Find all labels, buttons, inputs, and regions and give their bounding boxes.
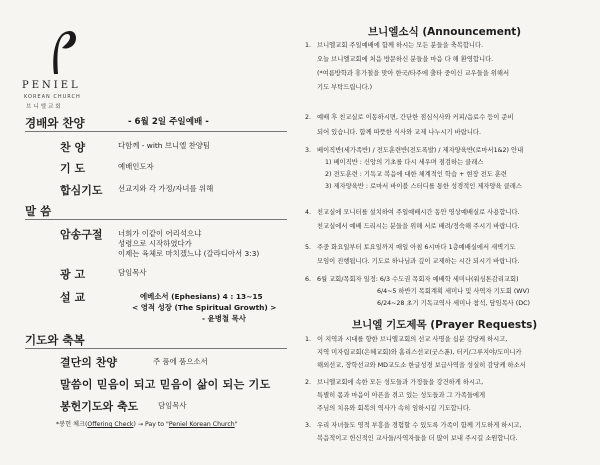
sermon-reference: 에베소서 (Ephesians) 4 : 13~15 — [140, 292, 263, 301]
prayer-requests-heading: 브니엘 기도제목 (Prayer Requests) — [352, 319, 538, 331]
memory-verse-label: 암송구절 — [60, 228, 103, 241]
logo-subtitle-ko: 브니엘교회 — [26, 104, 63, 110]
announcement-value: 담임목사 — [118, 268, 147, 277]
service-date: - 6월 2일 주일예배 - — [128, 117, 209, 127]
peniel-emblem-icon — [48, 28, 78, 76]
announcement-item: 6. 6월 교회/목회자 일정: 6/3 수도권 목회자 예배학 세미나(워싱톤감리교회) 6/4~5 하반기 목회계획 세미나 및 사역자 기도회 (WV) 6/24~28 초기 기독교역사 세미나 참석, 담임목사 (DC) — [305, 276, 530, 307]
benediction-label: 봉헌기도와 축도 — [60, 400, 139, 413]
closing-hymn-value: 주 품에 품으소서 — [153, 357, 208, 366]
sermon-preacher: - 윤병철 목사 — [202, 314, 246, 323]
offering-check-note: *봉헌 체크(Offering Check) → Pay to "Peniel Korean Church" — [56, 421, 238, 428]
sermon-title: < 영적 성장 (The Spiritual Growth) > — [132, 303, 277, 312]
logo-wordmark: PENIEL — [22, 80, 81, 91]
divider — [25, 219, 287, 220]
announcement-item: 1. 브니엘교회 주일예배에 함께 하시는 모든 분들을 축복합니다. 오늘 브니엘교회에 처음 방문하신 분들을 마음 다 해 환영합니다. (*여름방학과 휴가철을 맞아 한국/타주에 출타 중이신 교우들을 위해서 기도 부탁드립니다.) — [305, 42, 510, 91]
section-title-word: 말 씀 — [25, 204, 52, 218]
order-of-worship — [0, 0, 296, 465]
hymn-value: 다함께 - with 브니엘 찬양팀 — [118, 141, 210, 150]
memory-verse-line: 성령으로 시작하였다가 — [118, 239, 192, 248]
memory-verse-line: 너희가 이같이 어리석으냐 — [118, 229, 202, 238]
prayer-request-item: 3. 우리 자녀들도 영적 부흥을 경험할 수 있도록 가족이 함께 기도하게 하시고, 복음적이고 헌신적인 교사들/사역자들을 더 많이 보내 주시길 소원합니다. — [305, 422, 522, 442]
announcement-item: 2. 예배 후 친교실로 이동하시면, 간단한 점심식사와 커피/음료수 등이 준비 되어 있습니다. 함께 따뜻한 식사와 교제 나누시기 바랍니다. — [305, 114, 514, 136]
prayer-request-item: 2. 브니엘교회에 속한 모든 성도들과 가정들을 강건하게 하시고, 특별히 몸과 마음이 아픈을 겪고 있는 성도들과 그 가족들에게 주님의 치유와 회복의 역사가 속히 임하시길 기도합니다. — [305, 379, 486, 412]
divider — [25, 131, 287, 132]
hymn-label: 찬 양 — [60, 141, 86, 154]
closing-hymn-label: 결단의 찬양 — [60, 356, 117, 369]
offering-check-word: Offering Check — [87, 421, 134, 428]
announcement-item: 3. 베이직반(세가족반) / 전도훈련반(전도폭발) / 제자양육반(로마서1&2) 안내 1) 베이직반 : 신앙의 기초를 다시 세우며 점검하는 클래스 2) 전도훈련 : 기독교 복음에 대한 체계적인 학습 + 현장 전도 훈련 3) 제자양육반 : 로마서 바이블 스터디를 통한 성경적인 제자양육 클래스 — [305, 147, 524, 190]
united-prayer-value: 선교지와 각 가정/자녀를 위해 — [118, 184, 214, 193]
announcement-item: 5. 주중 화요일부터 토요일까지 매일 아침 6시마다 1층예배실에서 새벽기도 모임이 진행됩니다. 기도로 하나님과 깊이 교제하는 시간 되시기 바랍니다. — [305, 244, 520, 265]
church-logo — [20, 28, 110, 108]
prayer-value: 예배인도자 — [118, 162, 154, 171]
section-title-worship: 경배와 찬양 — [25, 116, 85, 130]
section-title-blessing: 기도와 축복 — [25, 333, 85, 347]
announcements-heading: 브니엘소식 (Announcement) — [368, 26, 522, 38]
prayer-request-item: 1. 이 지역과 시대를 향한 브니엘교회의 선교 사명을 십분 감당케 하시고, 지역 미자립교회(은혜교회)와 홈리스선교(굿스푼), 터키/그루지야/도미니카 해외선교, 장학선교와 MD교도소 한글성경 보급사역을 성실히 감당케 하소서 — [305, 336, 526, 369]
payee-name: Peniel Korean Church — [168, 421, 235, 428]
logo-subtitle-en: KOREAN CHURCH — [24, 94, 81, 100]
united-prayer-label: 합심기도 — [60, 184, 103, 197]
prayer-label: 기 도 — [60, 162, 86, 175]
divider — [25, 348, 287, 349]
church-motto: 말씀이 믿음이 되고 믿음이 삶이 되는 기도 — [60, 378, 271, 391]
announcement-label: 광 고 — [60, 268, 86, 281]
benediction-value: 담임목사 — [158, 401, 187, 410]
announcement-item: 4. 친교실에 모니터를 설치하여 주일예배시간 동안 영상예배실로 사용합니다. 친교실에서 예배 드리시는 분들을 위해 서로 배려/정숙해 주시기 바랍니다. — [305, 209, 520, 230]
sermon-label: 설 교 — [60, 291, 86, 304]
memory-verse-line: 이제는 육체로 마치겠느냐 (갈라디아서 3:3) — [118, 249, 260, 258]
